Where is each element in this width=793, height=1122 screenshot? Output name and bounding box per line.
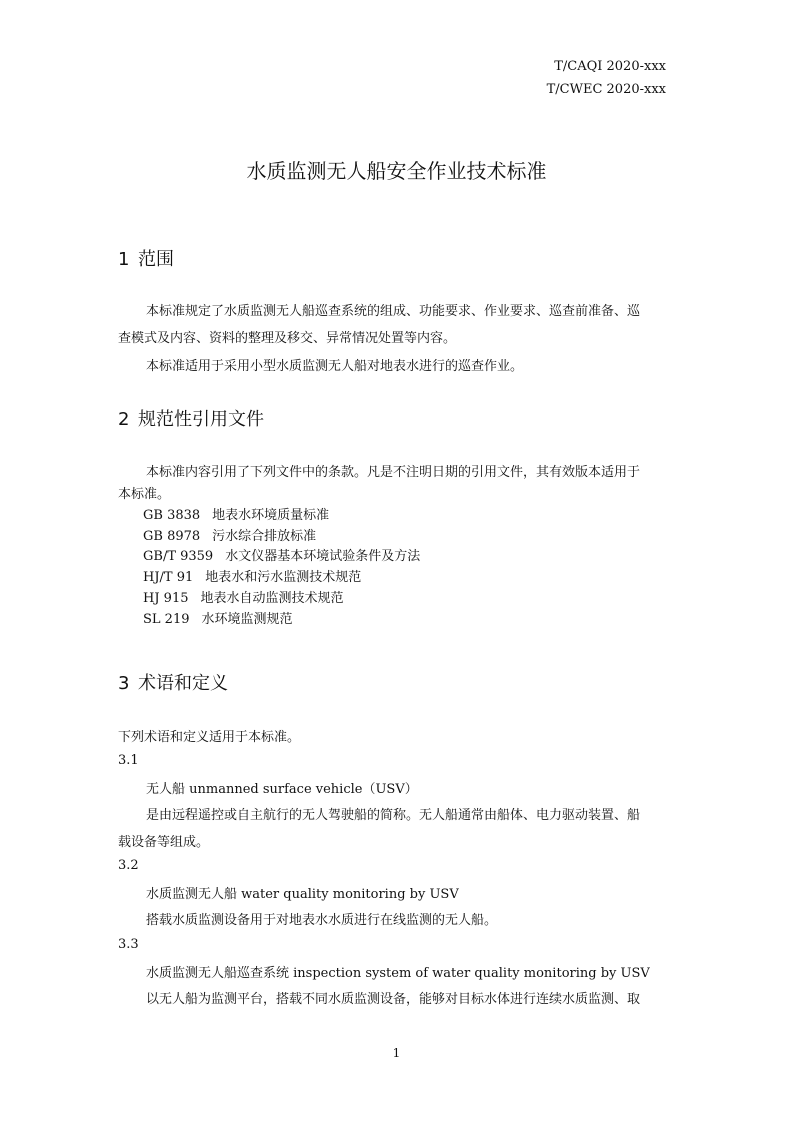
section-number: 2 [118, 409, 130, 430]
standard-code-cwec: T/CWEC 2020-xxx [546, 82, 666, 97]
term-definition: 以无人船为监测平台，搭载不同水质监测设备，能够对目标水体进行连续水质监测、取 [146, 992, 641, 1007]
paragraph: 查模式及内容、资料的整理及移交、异常情况处置等内容。 [118, 331, 457, 346]
page-number: 1 [392, 1046, 401, 1060]
term-name: 水质监测无人船 water quality monitoring by USV [146, 887, 459, 902]
reference-name: 水文仪器基本环境试验条件及方法 [225, 549, 421, 564]
reference-name: 污水综合排放标准 [212, 529, 317, 544]
reference-item [143, 566, 361, 585]
reference-code: GB/T 9359 [143, 549, 214, 564]
term-name: 水质监测无人船巡查系统 inspection system of water quality monitoring by USV [146, 966, 650, 981]
section-title: 规范性引用文件 [138, 409, 264, 430]
reference-code: HJ/T 91 [143, 570, 194, 585]
section-title: 术语和定义 [138, 673, 228, 694]
reference-name: 水环境监测规范 [201, 612, 293, 627]
reference-name: 地表水环境质量标准 [212, 508, 330, 523]
reference-item [143, 587, 344, 606]
standard-code-caqi: T/CAQI 2020-xxx [554, 59, 666, 74]
section-number: 1 [118, 249, 130, 270]
reference-code: GB 3838 [143, 508, 201, 523]
reference-code: SL 219 [143, 612, 190, 627]
paragraph: 本标准。 [118, 487, 171, 502]
paragraph: 本标准适用于采用小型水质监测无人船对地表水进行的巡查作业。 [146, 359, 524, 374]
reference-name: 地表水自动监测技术规范 [200, 591, 344, 606]
term-definition: 搭载水质监测设备用于对地表水水质进行在线监测的无人船。 [146, 913, 498, 928]
term-number: 3.3 [118, 937, 139, 952]
paragraph: 本标准内容引用了下列文件中的条款。凡是不注明日期的引用文件，其有效版本适用于 [146, 465, 641, 480]
term-definition: 是由远程遥控或自主航行的无人驾驶船的简称。无人船通常由船体、电力驱动装置、船 [146, 808, 641, 823]
section-3-heading [118, 669, 228, 695]
paragraph: 下列术语和定义适用于本标准。 [118, 730, 301, 745]
term-definition: 载设备等组成。 [118, 835, 210, 850]
reference-item [143, 525, 316, 544]
section-2-heading [118, 405, 264, 431]
term-name: 无人船 unmanned surface vehicle（USV） [146, 782, 418, 797]
section-1-heading [118, 245, 174, 271]
reference-code: HJ 915 [143, 591, 189, 606]
term-number: 3.1 [118, 753, 139, 768]
reference-item [143, 545, 420, 564]
reference-item [143, 504, 329, 523]
section-title: 范围 [138, 249, 174, 270]
paragraph: 本标准规定了水质监测无人船巡查系统的组成、功能要求、作业要求、巡查前准备、巡 [146, 304, 641, 319]
document-title: 水质监测无人船安全作业技术标准 [246, 159, 547, 183]
reference-name: 地表水和污水监测技术规范 [205, 570, 362, 585]
section-number: 3 [118, 673, 130, 694]
reference-code: GB 8978 [143, 529, 201, 544]
reference-item [143, 608, 293, 627]
term-number: 3.2 [118, 858, 139, 873]
